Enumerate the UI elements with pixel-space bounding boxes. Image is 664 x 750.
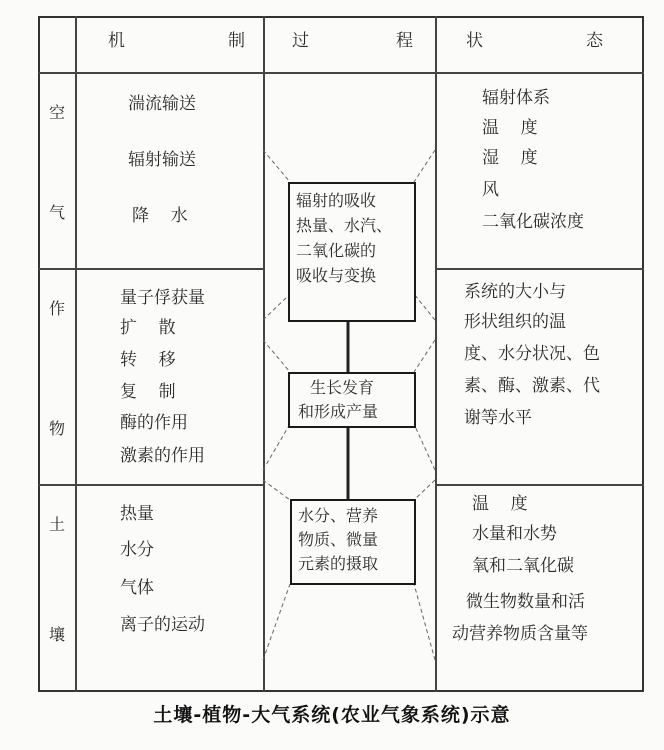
process-line: 元素的摄取: [298, 554, 379, 573]
header-process-char1: 过: [292, 31, 309, 51]
process-line: 二氧化碳的: [296, 241, 377, 260]
state-item: 辐射体系: [482, 88, 550, 108]
state-item: 谢等水平: [464, 408, 532, 428]
mechanism-item: 离子的运动: [120, 615, 205, 635]
mechanism-item: 气体: [120, 578, 154, 598]
state-item: 湿 度: [482, 148, 538, 168]
state-item: 二氧化碳浓度: [482, 212, 584, 232]
header-mechanism-char2: 制: [228, 31, 245, 51]
process-line: 热量、水汽、: [296, 216, 393, 235]
state-item: 氧和二氧化碳: [472, 556, 574, 576]
process-line: 辐射的吸收: [296, 191, 377, 210]
state-item: 温 度: [482, 118, 538, 138]
process-line: 和形成产量: [298, 402, 379, 421]
mechanism-item: 湍流输送: [128, 94, 196, 114]
header-state-char2: 态: [586, 31, 603, 51]
state-item: 温 度: [472, 494, 528, 514]
row-label-soil-char2: 壤: [48, 625, 65, 644]
state-item: 形状组织的温: [464, 312, 566, 332]
mechanism-item: 酶的作用: [120, 413, 188, 433]
row-label-air-char2: 气: [48, 203, 65, 222]
mechanism-item: 扩 散: [120, 318, 176, 338]
header-process-char2: 程: [396, 31, 413, 51]
state-item: 微生物数量和活: [466, 592, 585, 612]
state-item: 系统的大小与: [464, 282, 566, 302]
row-label-crop-char2: 物: [48, 419, 65, 438]
state-item: 素、酶、激素、代: [464, 376, 600, 396]
diagram-caption: 土壤-植物-大气系统(农业气象系统)示意: [153, 704, 511, 726]
mechanism-item: 激素的作用: [120, 446, 205, 466]
state-item: 水量和水势: [472, 524, 557, 544]
state-item: 度、水分状况、色: [464, 344, 600, 364]
state-item: 风: [482, 180, 499, 200]
row-label-air-char1: 空: [48, 103, 65, 122]
mechanism-item: 水分: [120, 540, 154, 560]
header-mechanism-char1: 机: [108, 31, 125, 51]
process-line: 生长发育: [310, 378, 375, 397]
row-label-crop-char1: 作: [48, 299, 65, 318]
mechanism-item: 复 制: [120, 382, 176, 402]
process-box-air: [288, 182, 416, 322]
mechanism-item: 量子俘获量: [120, 288, 205, 308]
mechanism-item: 降 水: [132, 206, 188, 226]
mechanism-item: 转 移: [120, 350, 176, 370]
mechanism-item: 辐射输送: [128, 150, 196, 170]
process-box-crop: [288, 372, 416, 428]
process-box-soil: [290, 499, 416, 585]
mechanism-item: 热量: [120, 504, 154, 524]
state-item: 动营养物质含量等: [452, 624, 588, 644]
process-line: 吸收与变换: [296, 266, 377, 285]
row-label-soil-char1: 土: [48, 515, 65, 534]
header-state-char1: 状: [466, 31, 483, 51]
process-line: 物质、微量: [298, 530, 379, 549]
process-line: 水分、营养: [298, 506, 379, 525]
